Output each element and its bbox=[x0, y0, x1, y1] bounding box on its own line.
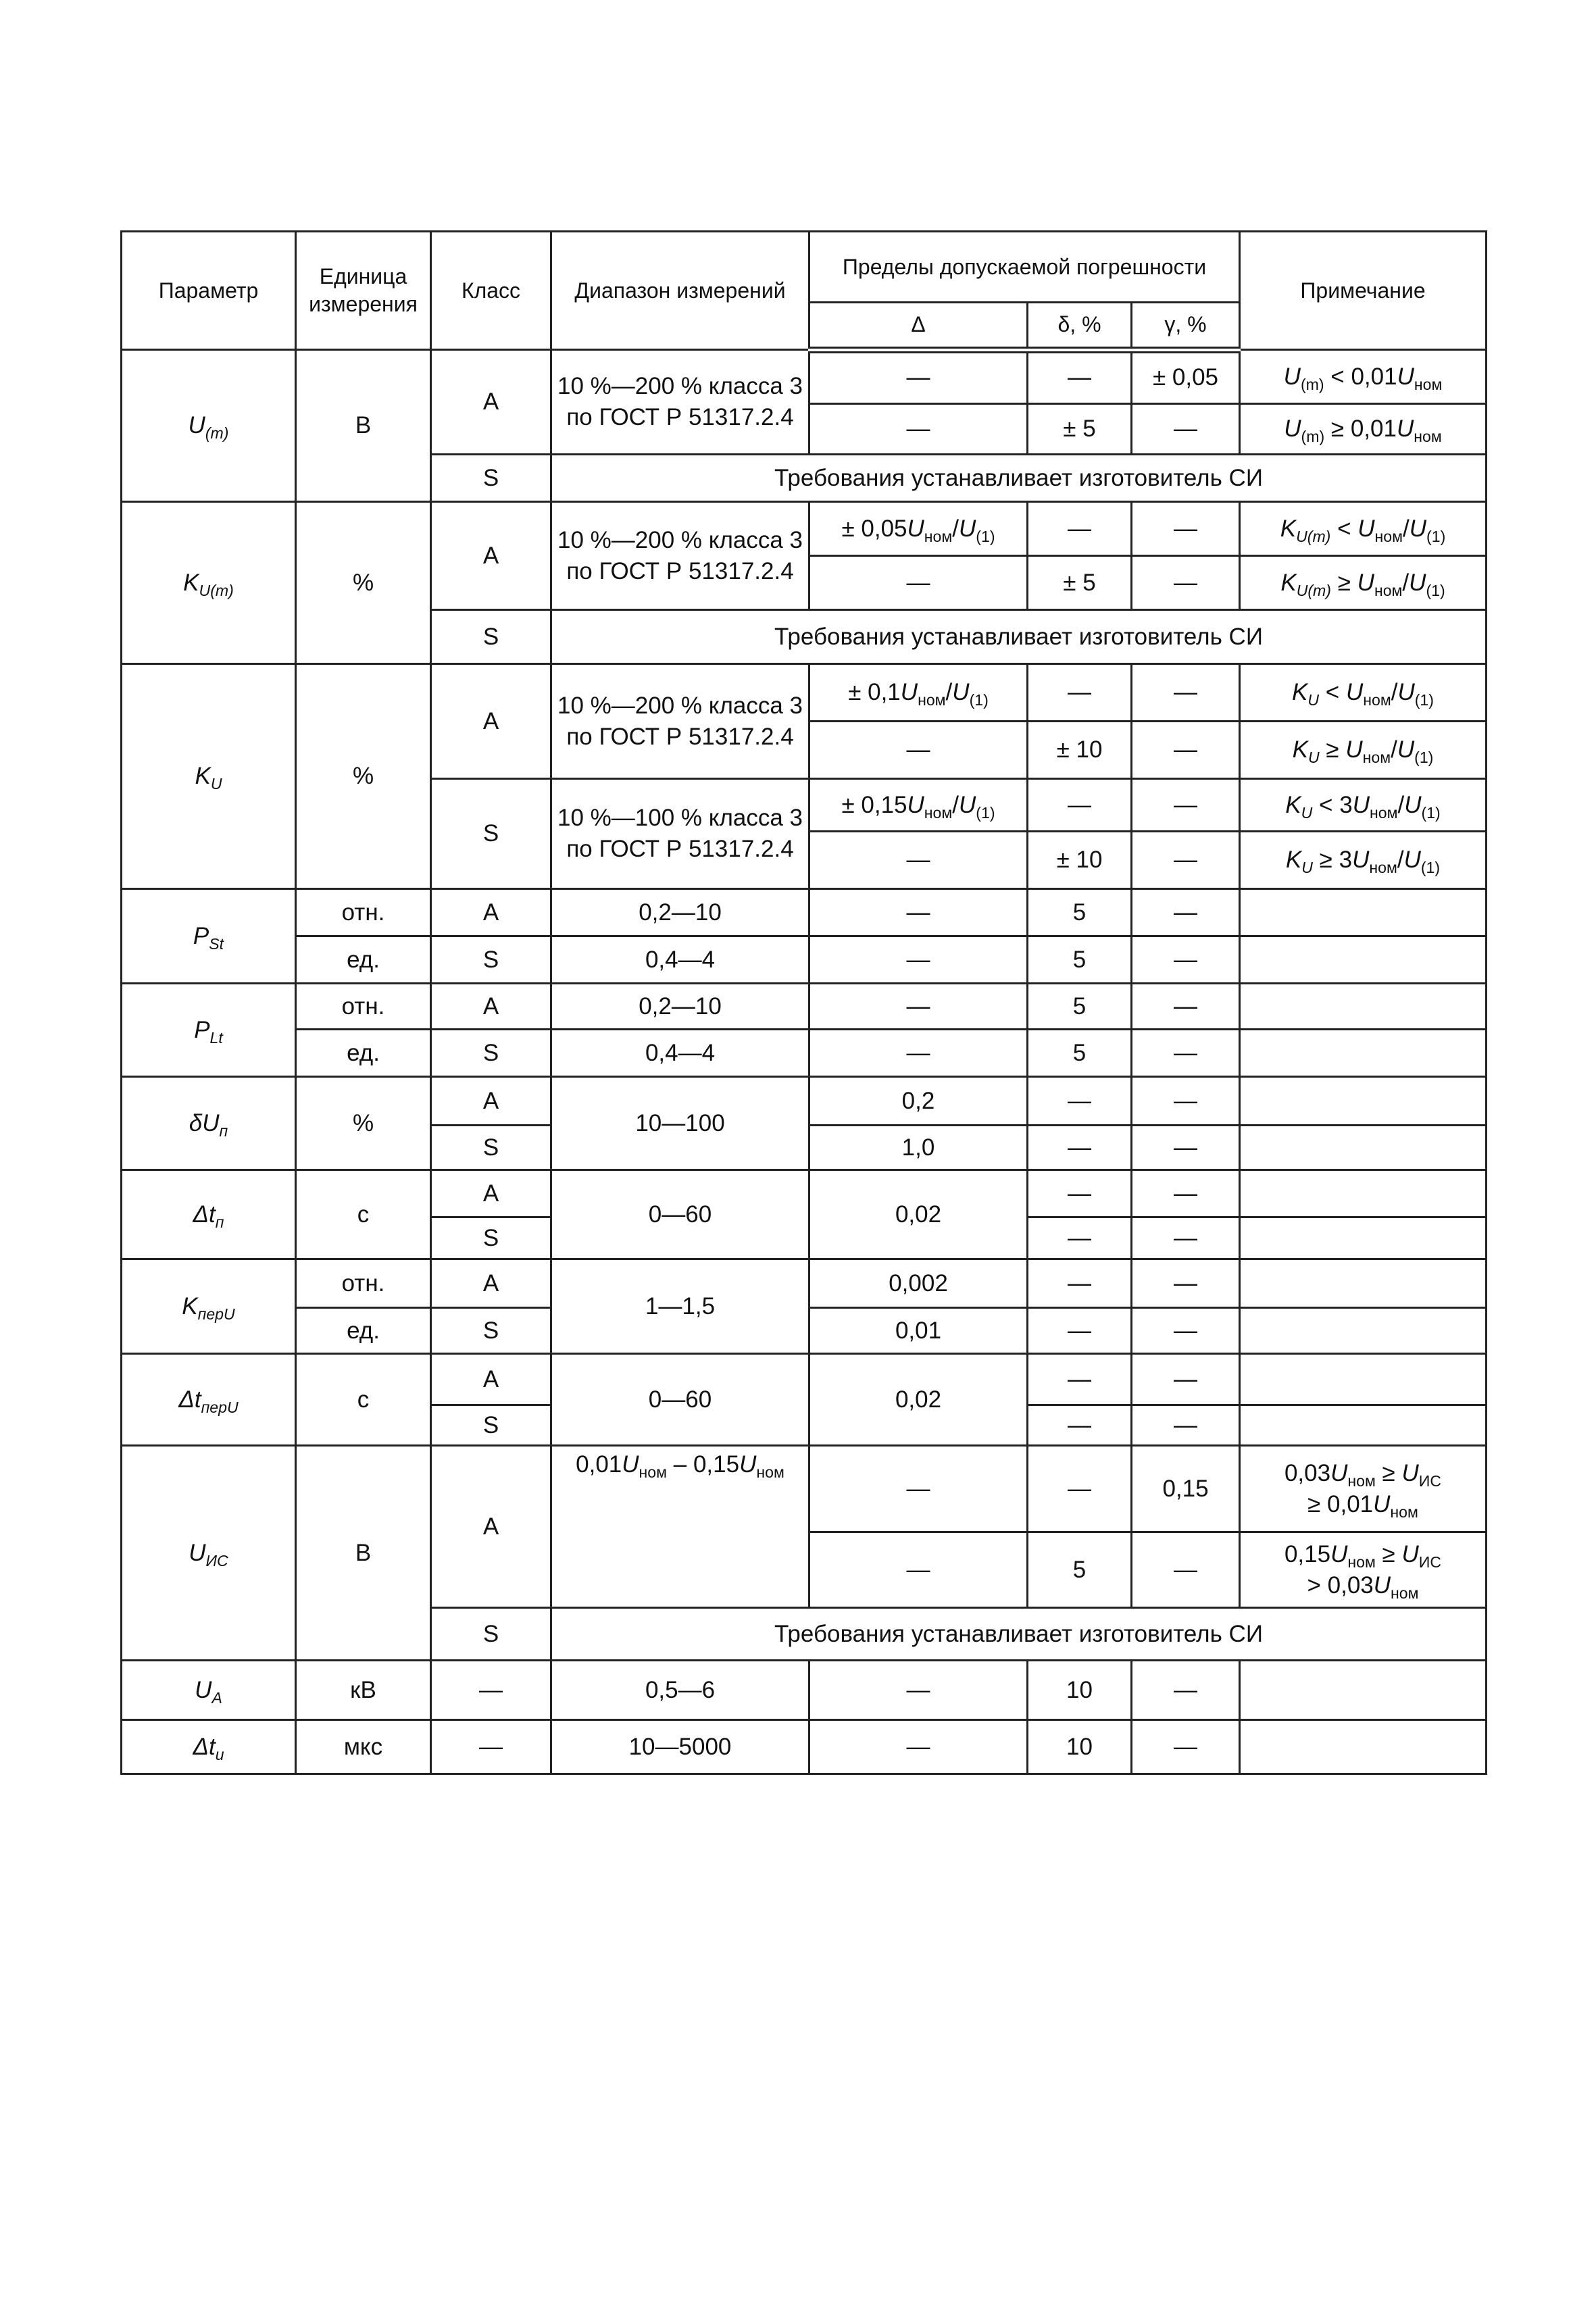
note-ku-4: $K_U \ge 3U_{ном}/U_{(1)}$ bbox=[1240, 832, 1487, 889]
cell bbox=[1240, 1030, 1487, 1077]
cell: — bbox=[1028, 664, 1132, 722]
class-plt-s: S bbox=[431, 1030, 551, 1077]
cell: — bbox=[809, 1720, 1028, 1774]
cell bbox=[1240, 1720, 1487, 1774]
class-uis-a: A bbox=[431, 1446, 551, 1608]
cell: — bbox=[809, 1661, 1028, 1720]
cell: — bbox=[1132, 502, 1240, 556]
class-um-s: S bbox=[431, 455, 551, 502]
param-du: $\delta U_п$ bbox=[122, 1077, 296, 1170]
req-uis: Требования устанавливает изготовитель СИ bbox=[551, 1608, 1487, 1661]
cell: — bbox=[1132, 1077, 1240, 1126]
class-kum-a: A bbox=[431, 502, 551, 610]
cell: — bbox=[1028, 1217, 1132, 1259]
param-pst: $P_{St}$ bbox=[122, 889, 296, 984]
param-um: $U_{(m)}$ bbox=[122, 350, 296, 502]
class-ku-s: S bbox=[431, 779, 551, 889]
cell bbox=[1240, 936, 1487, 984]
note-uis-2: $0,15U_{ном} \ge U_{ИС}$ > $0,03U_{ном}$ bbox=[1240, 1532, 1487, 1608]
cell: 0,01 bbox=[809, 1308, 1028, 1354]
cell: ± 0,05 bbox=[1132, 350, 1240, 404]
unit-ku: % bbox=[296, 664, 431, 889]
cell: — bbox=[1132, 664, 1240, 722]
cell bbox=[1240, 1077, 1487, 1126]
cell: — bbox=[1132, 1308, 1240, 1354]
cell: — bbox=[1028, 1077, 1132, 1126]
param-ua: $U_А$ bbox=[122, 1661, 296, 1720]
cell: — bbox=[1132, 722, 1240, 779]
range-pst-s: 0,4—4 bbox=[551, 936, 809, 984]
cell bbox=[1240, 1405, 1487, 1446]
cell: — bbox=[809, 404, 1028, 455]
param-kum: $K_{U(m)}$ bbox=[122, 502, 296, 664]
cell bbox=[1240, 1661, 1487, 1720]
param-uis: $U_{ИС}$ bbox=[122, 1446, 296, 1661]
unit-dtper: с bbox=[296, 1354, 431, 1446]
cell: — bbox=[1028, 1170, 1132, 1217]
range-uis: $0,01U_{ном} - 0,15U_{ном}$ bbox=[551, 1446, 809, 1608]
cell: — bbox=[1132, 1170, 1240, 1217]
cell: — bbox=[809, 1532, 1028, 1608]
cell bbox=[1240, 1308, 1487, 1354]
cell: — bbox=[1132, 1217, 1240, 1259]
cell: ± $0,15U_{ном}/U_{(1)}$ bbox=[809, 779, 1028, 832]
header-delta-rel: δ, % bbox=[1028, 303, 1132, 350]
class-dtper-a: A bbox=[431, 1354, 551, 1405]
cell: ± 5 bbox=[1028, 556, 1132, 610]
range-dtper: 0—60 bbox=[551, 1354, 809, 1446]
unit-kper-2: ед. bbox=[296, 1308, 431, 1354]
cell: ± 10 bbox=[1028, 722, 1132, 779]
range-ua: 0,5—6 bbox=[551, 1661, 809, 1720]
param-dti: $\Delta t_и$ bbox=[122, 1720, 296, 1774]
param-kper: $K_{перU}$ bbox=[122, 1259, 296, 1354]
cell: — bbox=[1028, 1405, 1132, 1446]
header-gamma: γ, % bbox=[1132, 303, 1240, 350]
note-ku-3: $K_U < 3U_{ном}/U_{(1)}$ bbox=[1240, 779, 1487, 832]
cell: — bbox=[1028, 502, 1132, 556]
unit-dtp: с bbox=[296, 1170, 431, 1259]
param-plt: $P_{Lt}$ bbox=[122, 984, 296, 1077]
cell: — bbox=[1132, 1720, 1240, 1774]
note-kum-2: $K_{U(m)} \ge U_{ном}/U_{(1)}$ bbox=[1240, 556, 1487, 610]
parameters-table bbox=[120, 230, 1487, 1775]
cell: — bbox=[1132, 1030, 1240, 1077]
range-um: 10 %—200 % класса 3 по ГОСТ Р 51317.2.4 bbox=[551, 350, 809, 455]
cell: — bbox=[1132, 1661, 1240, 1720]
cell: 0,02 bbox=[809, 1170, 1028, 1259]
req-kum: Требования устанавливает изготовитель СИ bbox=[551, 610, 1487, 664]
cell: — bbox=[1028, 1126, 1132, 1170]
class-ua: — bbox=[431, 1661, 551, 1720]
cell: 5 bbox=[1028, 889, 1132, 936]
class-ku-a: A bbox=[431, 664, 551, 779]
cell: 10 bbox=[1028, 1720, 1132, 1774]
cell bbox=[1240, 1259, 1487, 1308]
header-unit: Единица измерения bbox=[296, 232, 431, 350]
unit-pst-2: ед. bbox=[296, 936, 431, 984]
cell: 5 bbox=[1028, 936, 1132, 984]
class-kper-s: S bbox=[431, 1308, 551, 1354]
unit-plt-2: ед. bbox=[296, 1030, 431, 1077]
cell: — bbox=[809, 984, 1028, 1030]
class-dtp-a: A bbox=[431, 1170, 551, 1217]
header-delta-abs: Δ bbox=[809, 303, 1028, 350]
range-ku-s: 10 %—100 % класса 3 по ГОСТ Р 51317.2.4 bbox=[551, 779, 809, 889]
cell: — bbox=[1132, 1354, 1240, 1405]
cell: 10 bbox=[1028, 1661, 1132, 1720]
cell: — bbox=[1028, 1308, 1132, 1354]
unit-du: % bbox=[296, 1077, 431, 1170]
cell bbox=[1240, 1170, 1487, 1217]
range-du: 10—100 bbox=[551, 1077, 809, 1170]
range-kum: 10 %—200 % класса 3 по ГОСТ Р 51317.2.4 bbox=[551, 502, 809, 610]
cell: ± $0,1U_{ном}/U_{(1)}$ bbox=[809, 664, 1028, 722]
unit-ua: кВ bbox=[296, 1661, 431, 1720]
cell bbox=[1240, 889, 1487, 936]
cell: — bbox=[809, 832, 1028, 889]
cell: — bbox=[1132, 404, 1240, 455]
unit-kper-1: отн. bbox=[296, 1259, 431, 1308]
cell: 5 bbox=[1028, 984, 1132, 1030]
cell: ± 10 bbox=[1028, 832, 1132, 889]
cell: 0,002 bbox=[809, 1259, 1028, 1308]
cell: — bbox=[1132, 1405, 1240, 1446]
range-dti: 10—5000 bbox=[551, 1720, 809, 1774]
cell: — bbox=[809, 722, 1028, 779]
req-um: Требования устанавливает изготовитель СИ bbox=[551, 455, 1487, 502]
cell bbox=[1240, 1354, 1487, 1405]
cell: — bbox=[809, 1030, 1028, 1077]
class-uis-s: S bbox=[431, 1608, 551, 1661]
cell bbox=[1240, 984, 1487, 1030]
range-dtp: 0—60 bbox=[551, 1170, 809, 1259]
cell: — bbox=[1132, 1259, 1240, 1308]
unit-uis: В bbox=[296, 1446, 431, 1661]
cell: — bbox=[1132, 1126, 1240, 1170]
unit-dti: мкс bbox=[296, 1720, 431, 1774]
cell: — bbox=[809, 936, 1028, 984]
unit-um: В bbox=[296, 350, 431, 502]
cell: — bbox=[1132, 556, 1240, 610]
cell: — bbox=[809, 1446, 1028, 1532]
note-um-1: $U_{(m)} < 0,01U_{ном}$ bbox=[1240, 350, 1487, 404]
class-du-s: S bbox=[431, 1126, 551, 1170]
cell: — bbox=[809, 889, 1028, 936]
cell: 5 bbox=[1028, 1532, 1132, 1608]
cell: — bbox=[1132, 889, 1240, 936]
cell bbox=[1240, 1217, 1487, 1259]
cell: — bbox=[1028, 779, 1132, 832]
header-param: Параметр bbox=[122, 232, 296, 350]
class-kper-a: A bbox=[431, 1259, 551, 1308]
cell bbox=[1240, 1126, 1487, 1170]
range-pst-a: 0,2—10 bbox=[551, 889, 809, 936]
header-class: Класс bbox=[431, 232, 551, 350]
cell: — bbox=[1028, 1446, 1132, 1532]
cell: ± $0,05U_{ном}/U_{(1)}$ bbox=[809, 502, 1028, 556]
cell: — bbox=[1132, 832, 1240, 889]
class-plt-a: A bbox=[431, 984, 551, 1030]
unit-kum: % bbox=[296, 502, 431, 664]
cell: 5 bbox=[1028, 1030, 1132, 1077]
cell: — bbox=[809, 556, 1028, 610]
cell: 0,15 bbox=[1132, 1446, 1240, 1532]
note-ku-2: $K_U \ge U_{ном}/U_{(1)}$ bbox=[1240, 722, 1487, 779]
class-pst-a: A bbox=[431, 889, 551, 936]
note-kum-1: $K_{U(m)} < U_{ном}/U_{(1)}$ bbox=[1240, 502, 1487, 556]
class-dti: — bbox=[431, 1720, 551, 1774]
cell: — bbox=[1028, 1259, 1132, 1308]
cell: — bbox=[1132, 936, 1240, 984]
header-range: Диапазон измерений bbox=[551, 232, 809, 350]
class-kum-s: S bbox=[431, 610, 551, 664]
class-dtper-s: S bbox=[431, 1405, 551, 1446]
cell: 0,2 bbox=[809, 1077, 1028, 1126]
note-um-2: $U_{(m)} \ge 0,01U_{ном}$ bbox=[1240, 404, 1487, 455]
range-plt-a: 0,2—10 bbox=[551, 984, 809, 1030]
header-note: Примечание bbox=[1240, 232, 1487, 350]
range-plt-s: 0,4—4 bbox=[551, 1030, 809, 1077]
param-ku: $K_U$ bbox=[122, 664, 296, 889]
range-kper: 1—1,5 bbox=[551, 1259, 809, 1354]
unit-pst-1: отн. bbox=[296, 889, 431, 936]
class-du-a: A bbox=[431, 1077, 551, 1126]
cell: 0,02 bbox=[809, 1354, 1028, 1446]
note-uis-1: $0,03U_{ном} \ge U_{ИС}$ ≥ $0,01U_{ном}$ bbox=[1240, 1446, 1487, 1532]
param-dtper: $\Delta t_{перU}$ bbox=[122, 1354, 296, 1446]
range-ku-a: 10 %—200 % класса 3 по ГОСТ Р 51317.2.4 bbox=[551, 664, 809, 779]
header-limits: Пределы допускаемой погрешности bbox=[809, 232, 1240, 303]
cell: — bbox=[809, 350, 1028, 404]
note-ku-1: $K_U < U_{ном}/U_{(1)}$ bbox=[1240, 664, 1487, 722]
param-dtp: $\Delta t_п$ bbox=[122, 1170, 296, 1259]
cell: 1,0 bbox=[809, 1126, 1028, 1170]
cell: — bbox=[1028, 350, 1132, 404]
unit-plt-1: отн. bbox=[296, 984, 431, 1030]
class-pst-s: S bbox=[431, 936, 551, 984]
cell: — bbox=[1132, 779, 1240, 832]
class-um-a: A bbox=[431, 350, 551, 455]
cell: — bbox=[1132, 984, 1240, 1030]
class-dtp-s: S bbox=[431, 1217, 551, 1259]
cell: — bbox=[1028, 1354, 1132, 1405]
cell: ± 5 bbox=[1028, 404, 1132, 455]
cell: — bbox=[1132, 1532, 1240, 1608]
